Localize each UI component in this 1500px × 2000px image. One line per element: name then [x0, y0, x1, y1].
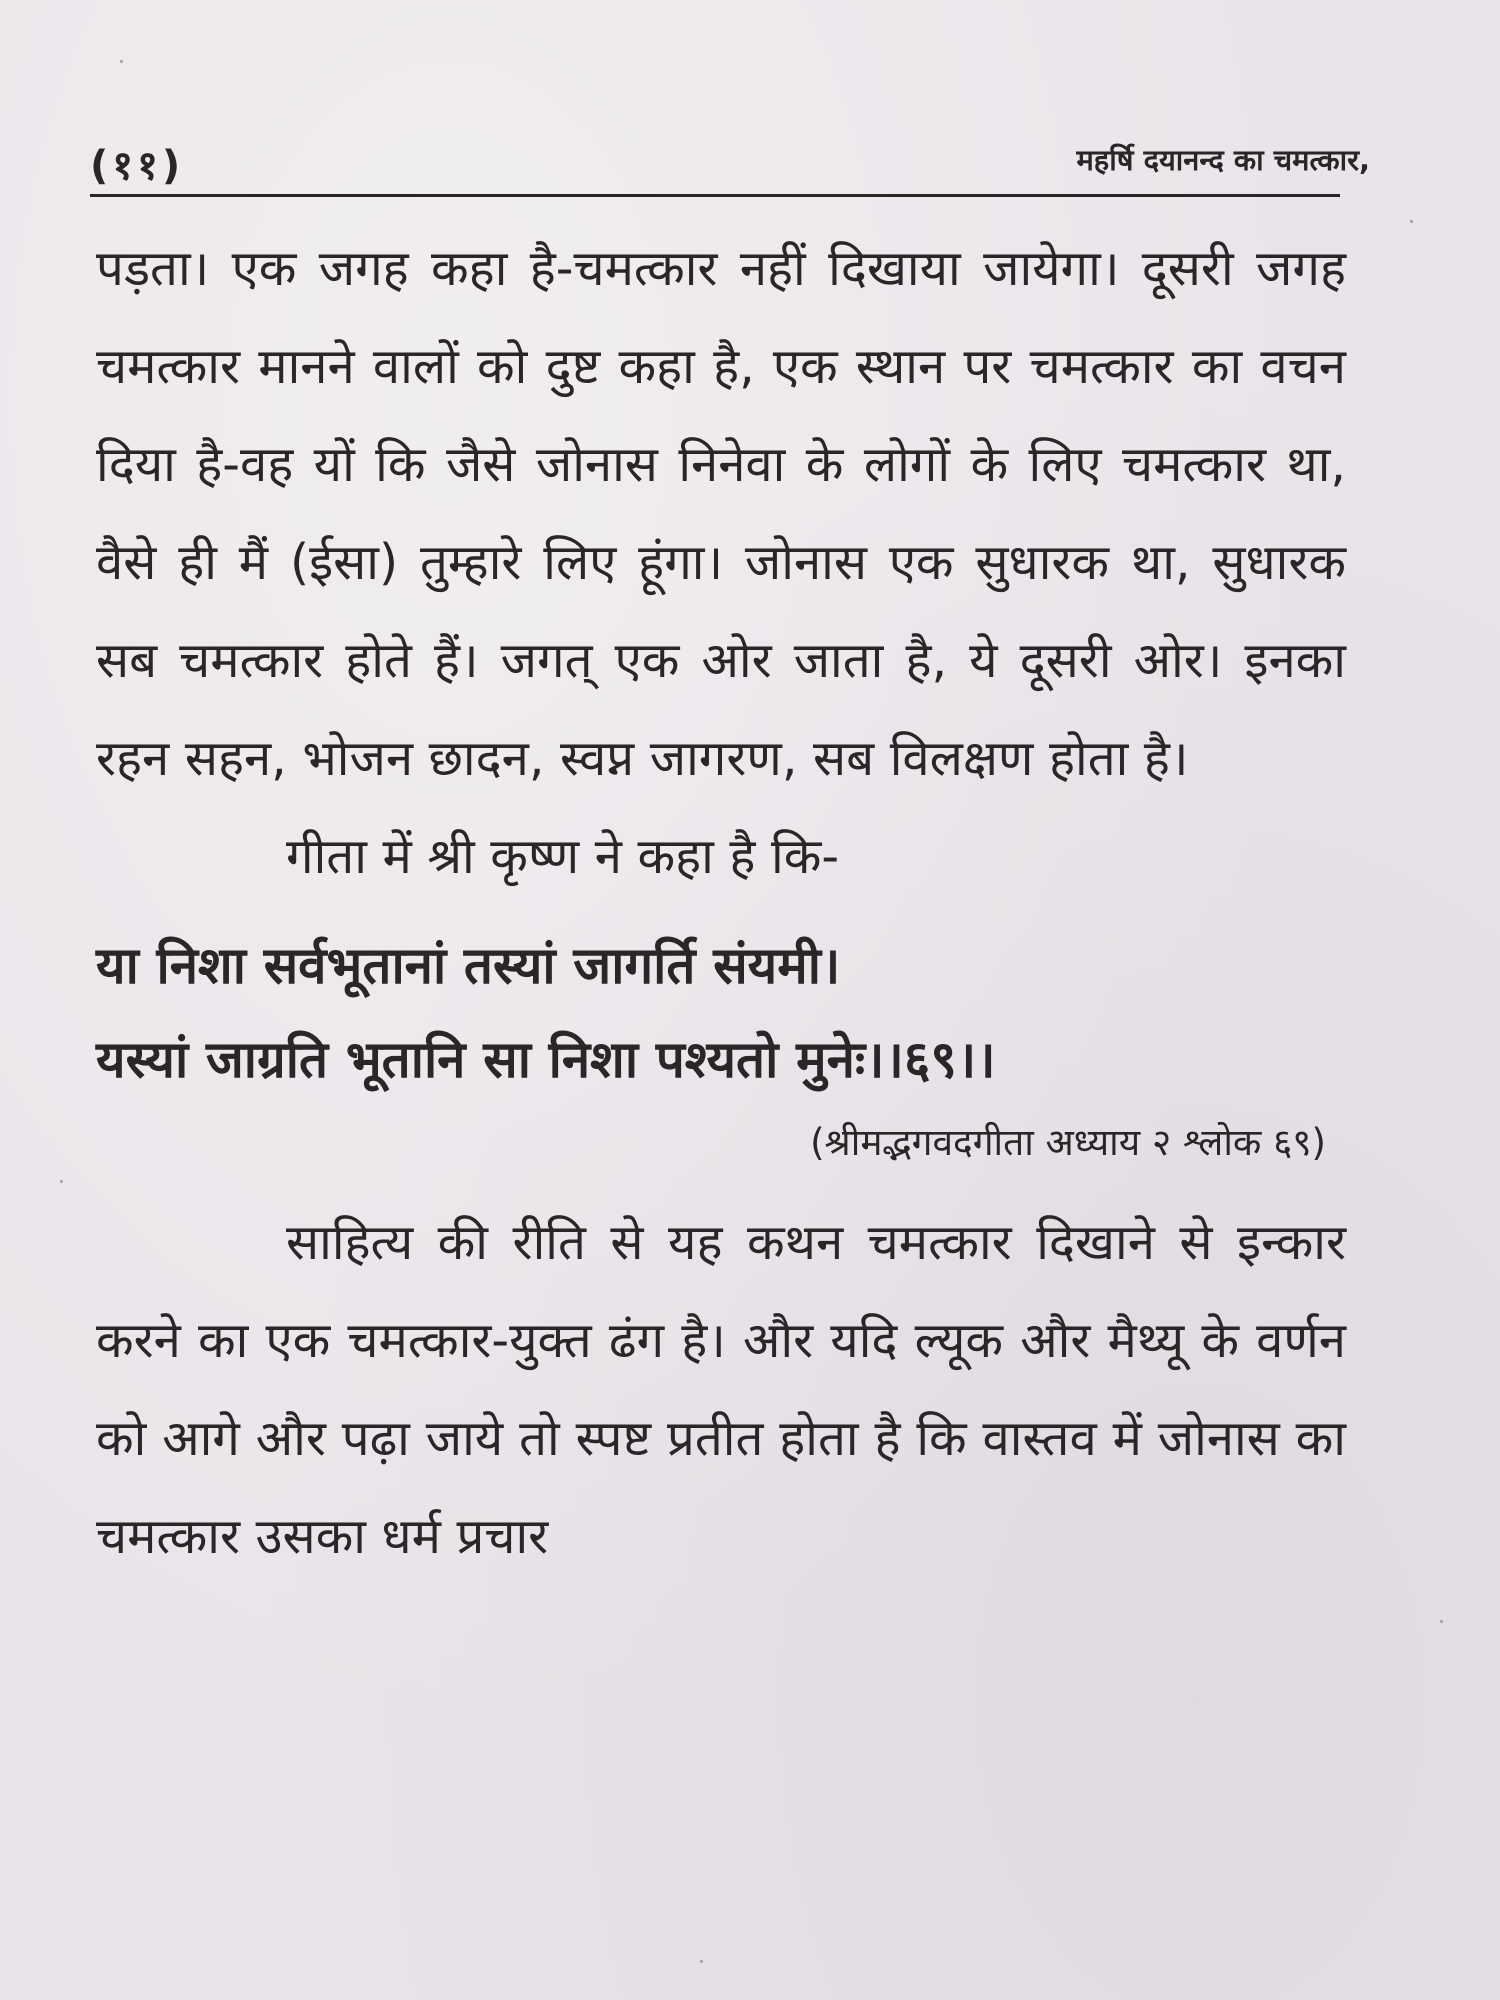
verse-line-1: या निशा सर्वभूतानां तस्यां जागर्ति संयमी। [96, 937, 841, 996]
page-number: (११) [90, 143, 185, 189]
gita-verse [96, 920, 1346, 1108]
paper-speckle [1410, 220, 1413, 223]
paragraph-1: पड़ता। एक जगह कहा है-चमत्कार नहीं दिखाया जायेगा। दूसरी जगह चमत्कार मानने वालों को दुष्ट कहा है, एक स्थान पर चमत्कार का वचन दिया है-वह यों कि जैसे जोनास निनेवा के लोगों के लिए चमत्कार था, वैसे ही मैं (ईसा) तुम्हारे लिए हूंगा। जोनास एक सुधारक था, सुधारक सब चमत्कार होते हैं। जगत् एक ओर जाता है, ये दूसरी ओर। इनका रहन सहन, भोजन छादन, स्वप्न जागरण, सब विलक्षण होता है। [96, 240, 1346, 787]
paragraph-2: गीता में श्री कृष्ण ने कहा है कि- [286, 828, 840, 885]
paragraph-3: साहित्य की रीति से यह कथन चमत्कार दिखाने से इन्कार करने का एक चमत्कार-युक्त ढंग है। और यदि ल्यूक और मैथ्यू के वर्णन को आगे और पढ़ा जाये तो स्पष्ट प्रतीत होता है कि वास्तव में जोनास का चमत्कार उसका धर्म प्रचार [96, 1214, 1346, 1565]
paper-speckle [60, 1180, 63, 1183]
paper-speckle [120, 60, 123, 63]
paper-speckle [1440, 1620, 1443, 1623]
header-rule [90, 194, 1340, 197]
paper-speckle [700, 1960, 703, 1963]
verse-line-2: यस्यां जाग्रति भूतानि सा निशा पश्यतो मुनेः।।६९।। [96, 1031, 996, 1090]
book-page [90, 130, 1370, 1970]
verse-citation: (श्रीमद्भगवदगीता अध्याय २ श्लोक ६९) [810, 1121, 1326, 1164]
body-text [96, 220, 1346, 1586]
book-title: महर्षि दयानन्द का चमत्कार, [1076, 143, 1370, 177]
running-header [90, 130, 1370, 190]
